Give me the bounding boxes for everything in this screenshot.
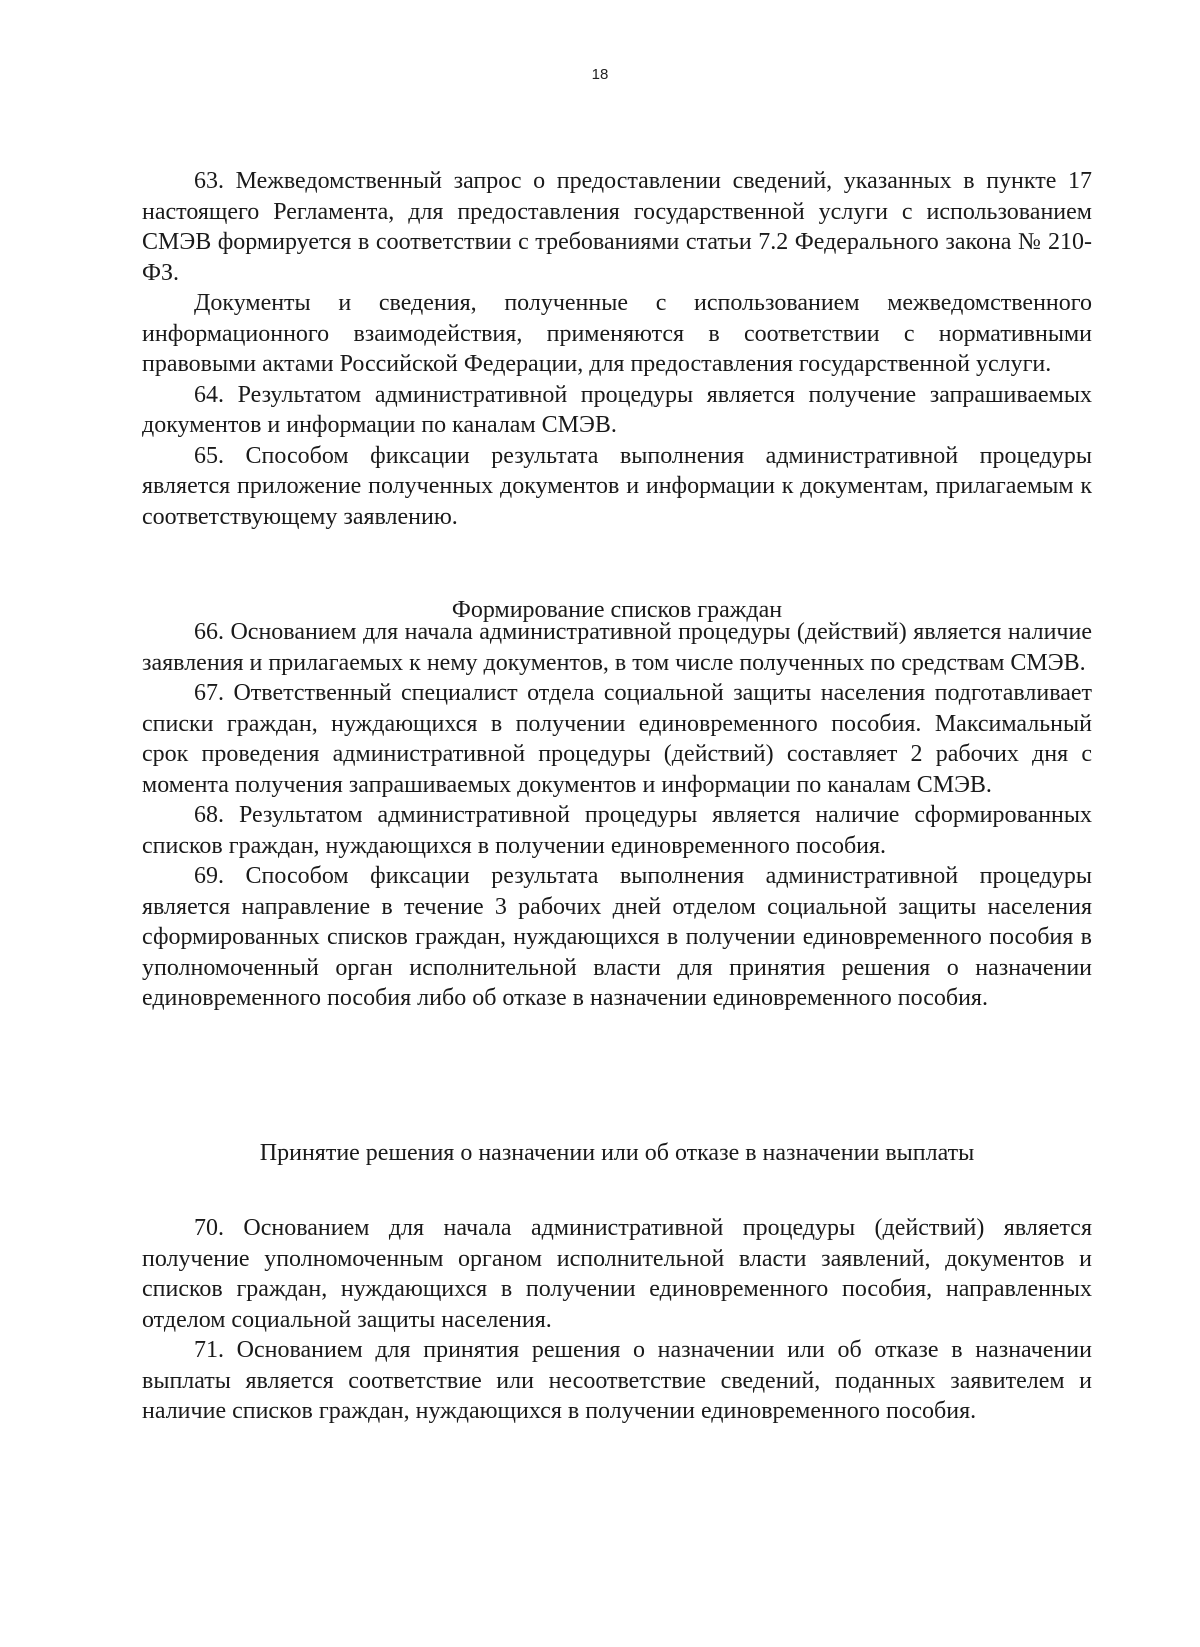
section-heading-lists-formation: Формирование списков граждан: [451, 597, 783, 623]
paragraph-71: 71. Основанием для принятия решения о назначении или об отказе в назначении выплаты является соответствие или несоответствие сведений, поданных заявителем и наличие списков граждан, нуждающихся в получении единовременного пособия.: [142, 1337, 1092, 1424]
paragraph-66: 66. Основанием для начала административной процедуры (действий) является наличие заявления и прилагаемых к нему документов, в том числе полученных по средствам СМЭВ.: [142, 619, 1092, 676]
section-heading-decision: Принятие решения о назначении или об отказе в назначении выплаты: [259, 1140, 975, 1166]
section-lists-formation: [142, 617, 1092, 1014]
paragraph-63: 63. Межведомственный запрос о предоставлении сведений, указанных в пункте 17 настоящего Регламента, для предоставления государственной услуги с использованием СМЭВ формируется в соответствии с требованиями статьи 7.2 Федерального закона № 210-ФЗ.: [142, 168, 1092, 286]
paragraph-70: 70. Основанием для начала административной процедуры (действий) является получение уполномоченным органом исполнительной власти заявлений, документов и списков граждан, нуждающихся в получении единовременного пособия, направленных отделом социальной защиты населения.: [142, 1215, 1092, 1333]
section-interagency-request: [142, 166, 1092, 532]
paragraph-69: 69. Способом фиксации результата выполнения административной процедуры является направление в течение 3 рабочих дней отделом социальной защиты населения сформированных списков граждан, нуждающихся в получении единовременного пособия в уполномоченный орган исполнительной власти для принятия решения о назначении единовременного пособия либо об отказе в назначении единовременного пособия.: [142, 863, 1092, 1011]
paragraph-67: 67. Ответственный специалист отдела социальной защиты населения подготавливает списки граждан, нуждающихся в получении единовременного пособия. Максимальный срок проведения административной процедуры (действий) составляет 2 рабочих дня с момента получения запрашиваемых документов и информации по каналам СМЭВ.: [142, 680, 1092, 798]
paragraph-64: 64. Результатом административной процедуры является получение запрашиваемых документов и информации по каналам СМЭВ.: [142, 381, 1092, 438]
page-number: 18: [591, 66, 609, 83]
paragraph-65: 65. Способом фиксации результата выполнения административной процедуры является приложение полученных документов и информации к документам, прилагаемым к соответствующему заявлению.: [142, 442, 1092, 530]
section-decision: [142, 1213, 1092, 1427]
paragraph-68: 68. Результатом административной процедуры является наличие сформированных списков граждан, нуждающихся в получении единовременного пособия.: [142, 802, 1092, 859]
paragraph-documents-and-info: Документы и сведения, полученные с использованием межведомственного информационного взаимодействия, применяются в соответствии с нормативными правовыми актами Российской Федерации, для предоставления государственной услуги.: [142, 290, 1092, 377]
